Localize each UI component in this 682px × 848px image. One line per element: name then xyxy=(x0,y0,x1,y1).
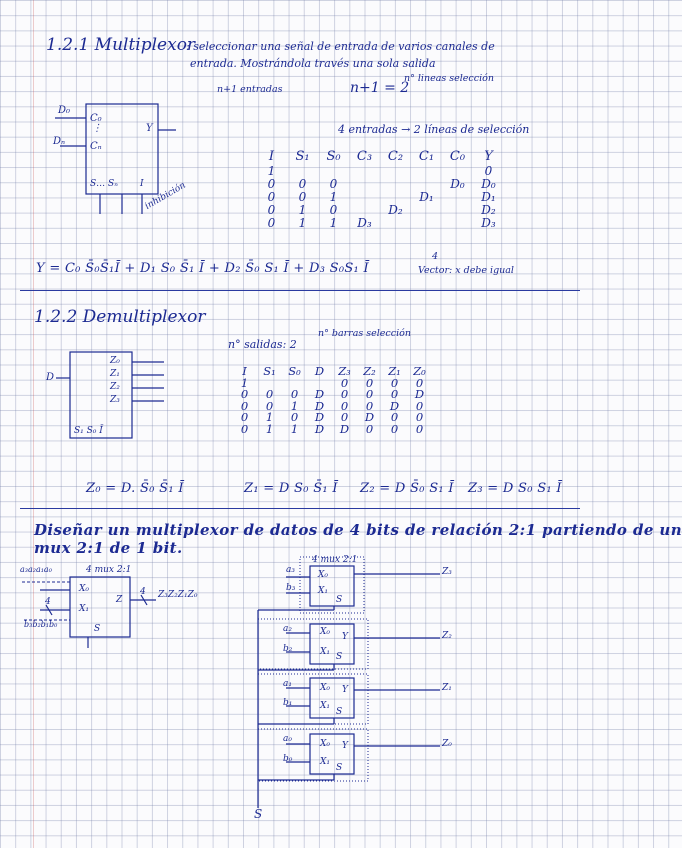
mux4-block-title: 4 mux 2:1 xyxy=(86,565,132,575)
mux-input-dn: Dₙ xyxy=(53,136,66,147)
mux4-pin-s: S xyxy=(94,624,101,634)
table-cell: 0 xyxy=(415,375,424,390)
table-cell: 0 xyxy=(390,421,399,436)
demux-equation-z2: Z₂ = D S̄₀ S₁ Ī xyxy=(360,481,454,496)
col-header: C₁ xyxy=(418,149,435,164)
col-header: S₀ xyxy=(288,364,301,378)
col-header: C₂ xyxy=(387,149,404,164)
table-cell: 0 xyxy=(484,164,493,178)
table-cell: 0 xyxy=(265,387,274,401)
table-cell: 0 xyxy=(240,421,249,436)
col-header: S₁ xyxy=(263,364,276,378)
table-cell: 0 xyxy=(240,398,249,413)
table-cell: D₃ xyxy=(357,216,372,230)
demux-equation-z0: Z₀ = D. S̄₀ S̄₁ Ī xyxy=(86,481,184,496)
table-cell: D₀ xyxy=(481,177,496,191)
col-header: Z₀ xyxy=(413,364,426,378)
table-cell: 0 xyxy=(365,375,374,390)
mux4-input-a: a₃a₂a₁a₀ xyxy=(20,565,52,574)
table-cell: 1 xyxy=(265,421,274,436)
table-cell: 0 xyxy=(415,398,424,413)
table-cell: 0 xyxy=(267,216,276,230)
table-cell: 0 xyxy=(365,421,374,436)
table-cell: D xyxy=(339,421,350,436)
table-cell: 0 xyxy=(340,387,349,401)
demux-equation-z3: Z₃ = D S₀ S₁ Ī xyxy=(468,481,562,496)
demux-output-z2: Z₂ xyxy=(110,382,120,392)
table-cell: 1 xyxy=(290,398,299,413)
expansion-title: 4 mux 2:1 xyxy=(312,555,358,565)
table-cell: D₂ xyxy=(481,203,496,217)
multiplexor-description-line2: entrada. Mostrándola través una sola salida xyxy=(190,57,436,70)
mux-pin-cn: Cₙ xyxy=(90,141,102,152)
mux-cell-s: S xyxy=(336,652,343,662)
table-cell: D₁ xyxy=(419,190,434,204)
table-cell: 0 xyxy=(267,203,276,217)
inputs-formula: n+1 = 2 xyxy=(350,80,410,96)
table-cell: 0 xyxy=(298,190,307,204)
mux-cell-x0: X₀ xyxy=(320,683,331,693)
mux-cell-s: S xyxy=(336,595,343,605)
table-cell: 0 xyxy=(240,387,249,401)
table-cell: 0 xyxy=(267,190,276,204)
expansion-input-b0: b₀ xyxy=(283,754,293,764)
demux-equation-z1: Z₁ = D S₀ S̄₁ Ī xyxy=(244,481,338,496)
col-header: Z₁ xyxy=(388,364,401,378)
demux-outputs-exponent: n° barras selección xyxy=(318,328,411,339)
table-cell: 1 xyxy=(298,203,307,217)
expansion-input-b1: b₁ xyxy=(283,698,293,708)
mux4-input-b: b₃b₂b₁b₀ xyxy=(24,620,58,629)
mux-select-pins: S… Sₙ xyxy=(90,179,118,189)
table-cell: 0 xyxy=(340,375,349,390)
table-cell: D xyxy=(364,410,375,424)
table-cell: 0 xyxy=(415,421,424,436)
section-title-multiplexor: 1.2.1 Multiplexor xyxy=(46,35,196,55)
table-cell: 0 xyxy=(340,398,349,413)
table-cell: 0 xyxy=(365,398,374,413)
exercise-title-line2: mux 2:1 de 1 bit. xyxy=(34,539,183,557)
table-cell: 0 xyxy=(329,203,338,217)
table-cell: 0 xyxy=(267,177,276,191)
table-cell: 0 xyxy=(290,387,299,401)
col-header: C₃ xyxy=(356,149,373,164)
table-cell: 1 xyxy=(329,190,338,204)
mux-cell-s: S xyxy=(336,763,343,773)
expansion-output-z1: Z₁ xyxy=(442,683,452,693)
table-cell: 0 xyxy=(265,398,274,413)
mux-pin-dots: ⋮ xyxy=(92,123,102,134)
table-cell: D₀ xyxy=(450,177,465,191)
mux-output-y: Y xyxy=(146,123,153,134)
col-header: S₀ xyxy=(326,149,341,164)
table-cell: D₂ xyxy=(388,203,403,217)
mux-cell-y: Y xyxy=(342,632,348,642)
mux4-pin-x0: X₀ xyxy=(79,584,90,594)
mux-cell-y: Y xyxy=(342,741,348,751)
table-cell: 0 xyxy=(365,387,374,401)
table-cell: 0 xyxy=(390,410,399,424)
table-cell: D xyxy=(314,421,325,436)
table-cell: D xyxy=(314,410,325,424)
demux-output-z3: Z₃ xyxy=(110,395,120,405)
demux-outputs-formula: n° salidas: 2 xyxy=(228,338,297,351)
expansion-output-z2: Z₂ xyxy=(442,631,452,641)
demux-input-d: D xyxy=(46,372,55,383)
demux-select-pins: S₁ S₀ Ī xyxy=(74,426,103,436)
table-cell: 1 xyxy=(290,421,299,436)
mux-input-d0: D₀ xyxy=(58,105,71,116)
table-cell: 1 xyxy=(265,410,274,424)
mux4-output-bus-width: 4 xyxy=(140,587,146,597)
col-header: C₀ xyxy=(449,149,466,164)
inputs-to-select-lines-note: 4 entradas → 2 líneas de selección xyxy=(338,123,530,136)
table-cell: 1 xyxy=(298,216,307,230)
expansion-output-z3: Z₃ xyxy=(442,567,452,577)
mux-cell-x1: X₁ xyxy=(320,701,331,711)
table-cell: 0 xyxy=(390,375,399,390)
expansion-input-a1: a₁ xyxy=(283,679,292,689)
demux-output-z1: Z₁ xyxy=(110,369,120,379)
table-cell: 0 xyxy=(329,177,338,191)
table-cell: 0 xyxy=(298,177,307,191)
col-header: Z₃ xyxy=(338,364,351,378)
mux-cell-y: Y xyxy=(342,685,348,695)
inputs-formula-exponent: n° lineas selección xyxy=(404,73,494,84)
mux-inhibit-pin: I xyxy=(140,179,144,189)
inputs-count-note: n+1 entradas xyxy=(217,84,283,95)
table-cell: 0 xyxy=(290,410,299,424)
expansion-input-b2: b₂ xyxy=(283,644,293,654)
multiplexor-description-line1: : seleccionar una señal de entrada de varios canales de xyxy=(186,40,495,53)
col-header: Y xyxy=(484,149,493,164)
expansion-select-s: S xyxy=(254,807,263,821)
col-header: I xyxy=(242,364,247,378)
mux-cell-x1: X₁ xyxy=(318,586,329,596)
mux-cell-x1: X₁ xyxy=(320,757,331,767)
col-header: I xyxy=(268,149,275,164)
col-header: Z₂ xyxy=(363,364,376,378)
inhibit-note: inhibición xyxy=(143,180,188,212)
mux-cell-x0: X₀ xyxy=(318,570,329,580)
expansion-input-a3: a₃ xyxy=(286,565,295,575)
section-title-demultiplexor: 1.2.2 Demultiplexor xyxy=(34,307,206,327)
table-cell: 1 xyxy=(267,164,276,178)
expansion-output-z0: Z₀ xyxy=(442,739,452,749)
mux-cell-x0: X₀ xyxy=(320,627,331,637)
mux-cell-s: S xyxy=(336,707,343,717)
expansion-input-a2: a₂ xyxy=(283,624,292,634)
exercise-title-line1: Diseñar un multiplexor de datos de 4 bits de relación 2:1 partiendo de un xyxy=(34,521,682,539)
mux4-output: Z₃Z₂Z₁Z₀ xyxy=(158,590,198,600)
mux-cell-x0: X₀ xyxy=(320,739,331,749)
expansion-input-b3: b₃ xyxy=(286,583,296,593)
col-header: S₁ xyxy=(295,149,310,164)
table-cell: D xyxy=(389,398,400,413)
demux-output-z0: Z₀ xyxy=(110,356,120,366)
mux4-bus-width: 4 xyxy=(45,597,51,607)
table-cell: D xyxy=(314,387,325,401)
mux-output-equation: Y = C₀ S̄₀S̄₁Ī + D₁ S₀ S̄₁ Ī + D₂ S̄₀ S₁ Ī + D₃ S₀S₁ Ī xyxy=(36,261,369,276)
table-cell: D xyxy=(314,398,325,413)
table-cell: D₁ xyxy=(481,190,496,204)
table-cell: 0 xyxy=(240,410,249,424)
table-cell: 0 xyxy=(340,410,349,424)
col-header: D xyxy=(314,364,325,378)
mux-pin-c0: C₀ xyxy=(90,113,102,124)
table-cell: D xyxy=(414,387,425,401)
mux4-pin-x1: X₁ xyxy=(79,604,90,614)
table-cell: D₃ xyxy=(481,216,496,230)
mux-cell-x1: X₁ xyxy=(320,647,331,657)
vector-note: Vector: x debe igual xyxy=(418,265,514,276)
vector-note-number: 4 xyxy=(432,251,439,262)
table-cell: 1 xyxy=(329,216,338,230)
table-cell: 0 xyxy=(415,410,424,424)
table-cell: 1 xyxy=(240,375,249,390)
table-cell: 0 xyxy=(390,387,399,401)
expansion-input-a0: a₀ xyxy=(283,734,292,744)
mux4-pin-z: Z xyxy=(116,595,123,605)
